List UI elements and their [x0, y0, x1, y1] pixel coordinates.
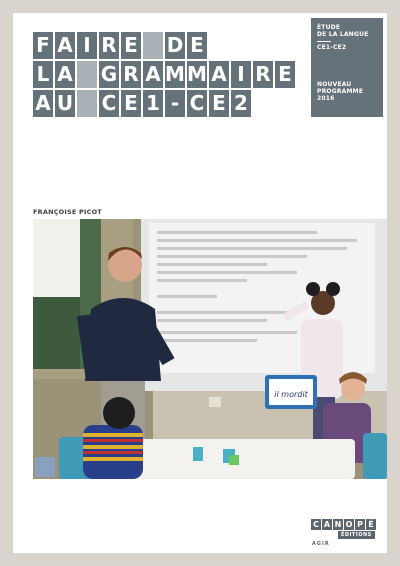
title-tile: M	[165, 62, 185, 86]
logo-tile: N	[334, 520, 342, 529]
title-line-2	[33, 61, 297, 88]
logo-tile: C	[311, 519, 321, 530]
subject-line-2: DE LA LANGUE	[317, 31, 369, 38]
title-line-3	[33, 90, 297, 117]
program-line-1: NOUVEAU	[317, 81, 352, 88]
title-tile: R	[99, 32, 119, 59]
title-line-1	[33, 32, 297, 59]
title-tile: A	[143, 61, 163, 88]
whiteboard-word: il mordit	[274, 390, 308, 399]
title-tile: A	[55, 61, 75, 88]
title-tile: U	[56, 91, 74, 115]
title-tile	[143, 32, 163, 59]
cover-photo	[33, 219, 387, 479]
logo-tile: P	[355, 519, 365, 530]
title-tile: L	[33, 61, 53, 88]
title-tile: E	[187, 32, 207, 59]
title-tile: F	[33, 32, 53, 59]
logo-tile: O	[345, 520, 353, 529]
publisher-tagline: AGIR	[312, 541, 330, 547]
title-tile	[77, 61, 97, 88]
levels-label: CE1-CE2	[317, 44, 347, 51]
title-tile: E	[121, 90, 141, 117]
logo-tile: A	[323, 520, 331, 529]
title-tile: M	[187, 62, 207, 86]
title-tile: 1	[143, 90, 163, 117]
title-tile: 2	[231, 90, 251, 117]
divider	[317, 41, 331, 42]
title-tile: D	[166, 33, 184, 57]
title-tile: I	[77, 32, 97, 59]
author-name: FRANÇOISE PICOT	[33, 208, 102, 216]
publisher-editions: ÉDITIONS	[338, 531, 375, 539]
title-tile: C	[99, 90, 119, 117]
program-line-2: PROGRAMME	[317, 88, 364, 95]
series-info-box	[311, 18, 383, 117]
title-tile: E	[275, 61, 295, 88]
title-tile: C	[187, 90, 207, 117]
book-cover	[13, 13, 387, 553]
publisher-logo	[311, 519, 377, 547]
title-tile: -	[165, 90, 185, 117]
title-tile: A	[33, 90, 53, 117]
program-year: 2016	[317, 95, 335, 102]
cover-title	[33, 32, 297, 119]
title-tile: G	[100, 62, 118, 86]
title-tile: R	[253, 61, 273, 88]
title-tile	[77, 90, 97, 117]
title-tile: R	[121, 61, 141, 88]
title-tile: E	[209, 90, 229, 117]
classroom-photo	[33, 219, 387, 479]
title-tile: A	[209, 61, 229, 88]
title-tile: E	[121, 32, 141, 59]
subject-line-1: ÉTUDE	[317, 24, 341, 31]
title-tile: A	[55, 32, 75, 59]
logo-tile: É	[366, 519, 376, 530]
title-tile: I	[231, 61, 251, 88]
